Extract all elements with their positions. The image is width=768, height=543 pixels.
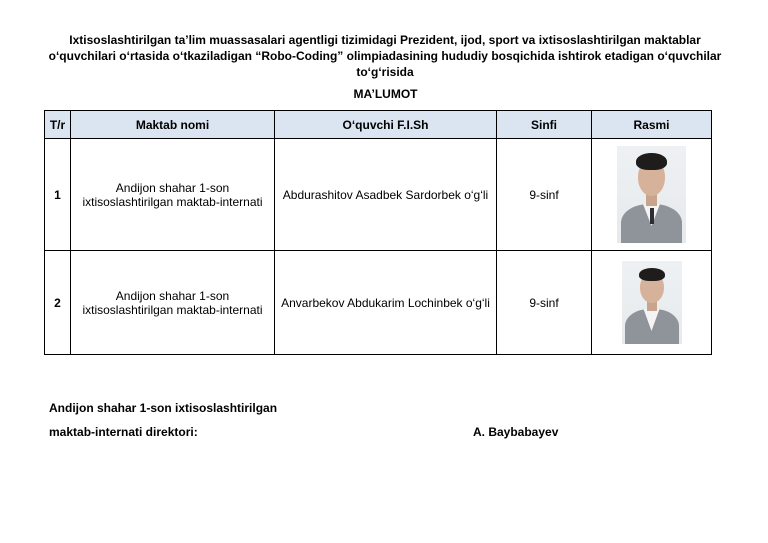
student-name: Abdurashitov Asadbek Sardorbek o‘g‘li — [275, 139, 497, 251]
row-number: 2 — [45, 251, 71, 355]
student-grade: 9-sinf — [497, 139, 592, 251]
student-photo — [617, 146, 686, 243]
student-grade: 9-sinf — [497, 251, 592, 355]
photo-cell — [592, 139, 712, 251]
student-name: Anvarbekov Abdukarim Lochinbek o‘g‘li — [275, 251, 497, 355]
column-header-grade: Sinfi — [497, 111, 592, 139]
table-row — [45, 139, 712, 251]
table-row — [45, 251, 712, 355]
document-heading: Ixtisoslashtirilgan ta’lim muassasalari agentligi tizimidagi Prezident, ijod, sport va ixtisoslashtirilgan maktablar o‘quvchilari o‘rtasida o‘tkaziladigan “Robo-Coding” olimpiadasining hududiy bosqichida ishtirok etadigan o‘quvchilar to‘g‘risida — [48, 33, 722, 79]
director-name: A. Baybabayev — [473, 425, 559, 439]
document-subheading: MA’LUMOT — [353, 87, 418, 101]
school-name: Andijon shahar 1-son ixtisoslashtirilgan maktab-internati — [71, 139, 275, 251]
director-organization: Andijon shahar 1-son ixtisoslashtirilgan — [49, 401, 278, 415]
column-header-school: Maktab nomi — [71, 111, 275, 139]
student-photo — [622, 261, 682, 344]
table-header-row — [45, 111, 712, 139]
column-header-student: O‘quvchi F.I.Sh — [275, 111, 497, 139]
column-header-photo: Rasmi — [592, 111, 712, 139]
photo-cell — [592, 251, 712, 355]
students-table — [44, 110, 712, 355]
director-title: maktab-internati direktori: — [49, 425, 198, 439]
school-name: Andijon shahar 1-son ixtisoslashtirilgan maktab-internati — [71, 251, 275, 355]
column-header-number: T/r — [45, 111, 71, 139]
row-number: 1 — [45, 139, 71, 251]
